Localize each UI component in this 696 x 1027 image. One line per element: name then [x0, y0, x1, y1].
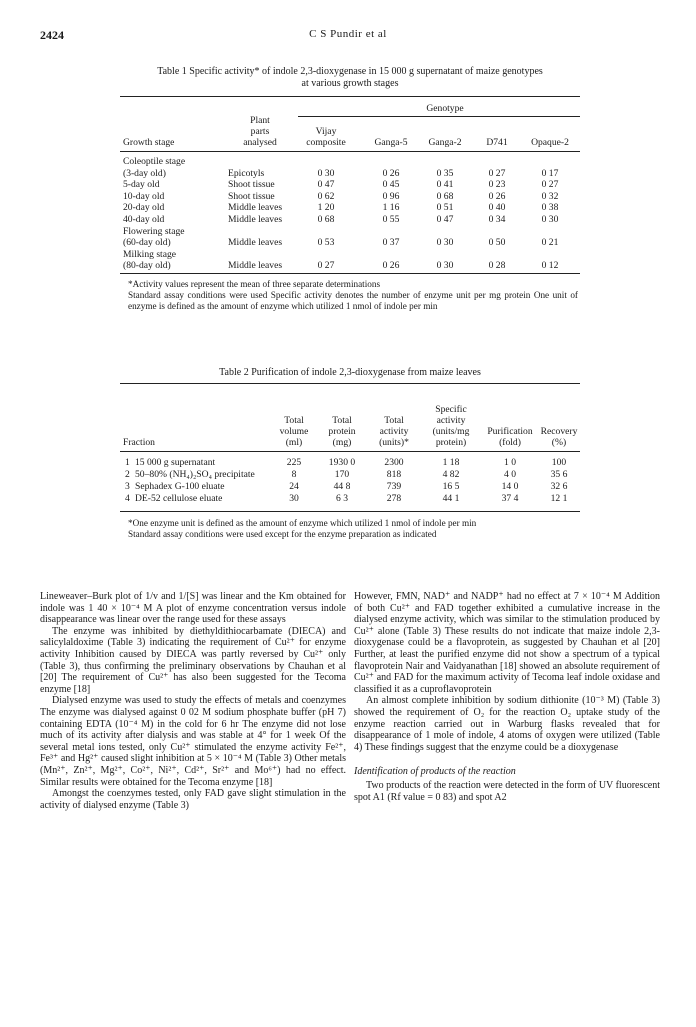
table-2-bottom-rule — [120, 511, 580, 512]
paragraph-coenzymes: Amongst the coenzymes tested, only FAD gave slight stimulation in the activity of dialysed enzyme (Table 3) — [40, 788, 346, 811]
paragraph-inhibition: The enzyme was inhibited by diethyldithiocarbamate (DIECA) and salicylaldoxime (Table 3) indicating the requirement of Cu²⁺ for enzyme activity Inhibition caused by DIECA was partly reversed by Cu²⁺ only (Table 3), thus confirming the preliminary observations by Chauhan et al [20] The requirement of Cu²⁺ has also been suggested for the Tecoma enzyme [18] — [40, 625, 346, 695]
table-2-header-rule — [120, 451, 580, 452]
table-1-value-cell: 0 23 — [488, 179, 506, 191]
table-1-value-cell: 0 68 — [436, 190, 454, 202]
table-2-fraction-cell: Sephadex G-100 eluate — [135, 481, 225, 492]
table-1-bottom-rule — [120, 273, 580, 274]
table-2-value-cell: 14 0 — [501, 481, 519, 492]
table-2-header-activity-1: Total — [384, 415, 404, 426]
table-1-value-cell: 0 45 — [382, 179, 400, 191]
table-1-stage-cell: 40-day old — [123, 214, 165, 225]
table-1-value-cell: 0 26 — [382, 260, 400, 272]
table-1-value-cell: 0 38 — [541, 202, 559, 214]
table-2-value-cell: 1930 0 — [328, 457, 356, 468]
table-1-value-cell: 0 26 — [382, 167, 400, 179]
table-1-value-cell: 0 28 — [488, 260, 506, 272]
table-2-header-volume-2: volume — [279, 426, 309, 437]
table-1-value-cell: 0 53 — [317, 237, 335, 249]
table-2-header-activity-2: activity — [379, 426, 409, 437]
table-1-value-cell: 0 30 — [436, 260, 454, 272]
table-1-header-composite: composite — [306, 137, 346, 148]
table-2-value-cell: 100 — [551, 457, 567, 468]
table-2-header-activity-3: (units)* — [379, 437, 409, 448]
table-1-value-cell: 0 27 — [541, 179, 559, 191]
table-1-header-plant: Plant — [250, 115, 270, 126]
table-2-value-cell: 8 — [291, 469, 297, 480]
table-2-caption: Table 2 Purification of indole 2,3-dioxygenase from maize leaves — [219, 367, 481, 378]
table-1-plant-part-cell: Shoot tissue — [228, 179, 275, 191]
table-1-caption-line-1: Table 1 Specific activity* of indole 2,3-dioxygenase in 15 000 g supernatant of maize genotypes — [157, 66, 543, 77]
table-1-value-cell: 0 30 — [541, 214, 559, 225]
table-2-value-cell: 170 — [334, 469, 350, 480]
table-1-header-ganga-5: Ganga-5 — [374, 137, 408, 148]
table-1-value-cell: 0 34 — [488, 214, 506, 225]
table-1-plant-part-cell: Middle leaves — [228, 214, 283, 225]
table-1-stage-cell: 20-day old — [123, 202, 165, 214]
table-2-header-purification-2: (fold) — [499, 437, 521, 448]
table-2-value-cell: 44 1 — [442, 493, 460, 504]
table-1-value-cell: 0 47 — [317, 179, 335, 191]
table-2-fraction-cell: 50–80% (NH₄)₂SO₄ precipitate — [135, 469, 255, 480]
table-2-value-cell: 12 1 — [550, 493, 568, 504]
table-1-plant-part-cell: Shoot tissue — [228, 190, 275, 202]
table-1-header-ganga-2: Ganga-2 — [428, 137, 462, 148]
table-2-value-cell: 30 — [289, 493, 299, 504]
table-2-value-cell: 24 — [289, 481, 299, 492]
table-2-value-cell: 1 0 — [504, 457, 516, 468]
table-1-value-cell: 0 47 — [436, 214, 454, 225]
table-1-header-rule — [120, 151, 580, 152]
table-2-fraction-cell: 15 000 g supernatant — [135, 457, 216, 468]
body-left-column — [40, 591, 346, 811]
running-head-authors: C S Pundir et al — [309, 28, 387, 40]
table-2-value-cell: 739 — [386, 481, 402, 492]
table-1-stage-cell: Milking stage — [123, 248, 177, 260]
table-1-footnote-activity: *Activity values represent the mean of three separate determinations — [128, 279, 381, 289]
table-1-value-cell: 0 17 — [541, 167, 559, 179]
table-2-value-cell: 4 0 — [504, 469, 516, 480]
table-2-header-recovery-1: Recovery — [540, 426, 578, 437]
table-2-row-number: 3 — [125, 481, 130, 492]
table-1-value-cell: 0 51 — [436, 202, 454, 214]
table-1-value-cell: 0 96 — [382, 190, 400, 202]
table-1-stage-cell: Coleoptile stage — [123, 156, 186, 167]
table-1-stage-cell: (60-day old) — [123, 237, 171, 249]
table-2-row-number: 2 — [125, 469, 130, 480]
table-2-value-cell: 37 4 — [501, 493, 519, 504]
table-2-header-volume-3: (ml) — [285, 437, 303, 448]
table-1-value-cell: 0 26 — [488, 190, 506, 202]
table-1-value-cell: 0 55 — [382, 214, 400, 225]
table-2-value-cell: 44 8 — [333, 481, 351, 492]
table-2-header-specific-4: protein) — [435, 437, 467, 448]
table-2-header-fraction: Fraction — [123, 437, 155, 448]
table-1-value-cell: 1 20 — [317, 202, 335, 214]
table-1-value-cell: 0 50 — [488, 237, 506, 249]
table-2-fraction-cell: DE-52 cellulose eluate — [135, 493, 223, 504]
paragraph-lineweaver-burk: Lineweaver–Burk plot of 1/v and 1/[S] was linear and the Km obtained for indole was 1 40 × 10⁻⁴ M A plot of enzyme concentration versus indole disappearance was linear over the range used for these assays — [40, 591, 346, 626]
table-2-header-protein-1: Total — [332, 415, 352, 426]
table-1-stage-cell: 10-day old — [123, 190, 165, 202]
table-2-header-specific-1: Specific — [435, 404, 467, 415]
table-1-value-cell: 0 35 — [436, 167, 454, 179]
table-2-value-cell: 32 6 — [550, 481, 568, 492]
table-1-value-cell: 0 30 — [436, 237, 454, 249]
table-1-header-opaque-2: Opaque-2 — [531, 137, 569, 148]
body-right-column — [354, 591, 660, 803]
table-1-value-cell: 0 62 — [317, 190, 335, 202]
table-1-plant-part-cell: Epicotyls — [228, 167, 265, 179]
table-2-header-protein-3: (mg) — [332, 437, 352, 448]
table-2-header-purification-1: Purification — [487, 426, 533, 437]
table-1-genotype-header: Genotype — [426, 103, 464, 114]
table-2-header-recovery-2: (%) — [551, 437, 567, 448]
table-1-value-cell: 0 41 — [436, 179, 454, 191]
table-2-row-number: 1 — [125, 457, 130, 468]
table-2-row-number: 4 — [125, 493, 130, 504]
table-1-stage-cell: (3-day old) — [123, 167, 166, 179]
paragraph-dialysed-enzyme: Dialysed enzyme was used to study the effects of metals and coenzymes The enzyme was dialysed against 0 02 M sodium phosphate buffer (pH 7) containing EDTA (10⁻⁴ M) in the cold for 6 hr The enzyme did not lose much of its activity after dialysis and was stable at 4° for 1 week Of the several metal ions tested, only Cu²⁺ stimulated the enzyme activity Fe²⁺, Fe³⁺ and Hg²⁺ caused slight inhibition at 5 × 10⁻⁴ M (Table 3) Other metals (Mn²⁺, Zn²⁺, Mg²⁺, Co²⁺, Ni²⁺, Cd²⁺, Sr²⁺ and Mo⁶⁺) had no effect. Similar results were obtained for the Tecoma enzyme [18] — [40, 695, 346, 788]
table-1-value-cell: 0 37 — [382, 237, 400, 249]
table-2-header-specific-3: (units/mg — [432, 426, 470, 437]
table-1-value-cell: 0 32 — [541, 190, 559, 202]
table-1-value-cell: 0 68 — [317, 214, 335, 225]
table-1-header-parts: parts — [250, 126, 270, 137]
table-1-value-cell: 0 30 — [317, 167, 335, 179]
table-2-value-cell: 2300 — [384, 457, 404, 468]
table-1-stage-cell: 5-day old — [123, 179, 160, 191]
table-2-value-cell: 6 3 — [336, 493, 348, 504]
paragraph-products: Two products of the reaction were detected in the form of UV fluorescent spot A1 (Rf value = 0 83) and spot A2 — [354, 779, 661, 803]
table-1-header-d741: D741 — [486, 137, 508, 148]
section-heading-products: Identification of products of the reaction — [354, 766, 516, 778]
table-1-value-cell: 0 21 — [541, 237, 559, 249]
table-1-top-rule — [120, 96, 580, 97]
table-2-footnote-unit: *One enzyme unit is defined as the amount of enzyme which utilized 1 nmol of indole per min — [128, 518, 477, 528]
table-2-header-protein-2: protein — [328, 426, 356, 437]
table-2-header-specific-2: activity — [436, 415, 466, 426]
table-2-value-cell: 16 5 — [442, 481, 460, 492]
table-1-stage-cell: Flowering stage — [123, 225, 185, 237]
table-2-header-volume-1: Total — [284, 415, 304, 426]
table-2-value-cell: 1 18 — [442, 457, 460, 468]
table-1-stage-cell: (80-day old) — [123, 260, 171, 272]
table-1-value-cell: 0 27 — [488, 167, 506, 179]
table-2-footnote-conditions: Standard assay conditions were used except for the enzyme preparation as indicated — [128, 529, 437, 539]
table-1-plant-part-cell: Middle leaves — [228, 202, 283, 214]
table-1-value-cell: 0 27 — [317, 260, 335, 272]
table-2-value-cell: 4 82 — [442, 469, 460, 480]
table-2-value-cell: 225 — [286, 457, 302, 468]
paragraph-flavoprotein: However, FMN, NAD⁺ and NADP⁺ had no effect at 7 × 10⁻⁴ M Addition of both Cu²⁺ and FAD together exhibited a cumulative increase in the dialysed enzyme activity, which was similar to the stimulation produced by Cu²⁺ alone (Table 3) These results do not indicate that maize indole 2,3-dioxygenase could be a flavoprotein, as suggested by Chauhan et al [20] Further, at least the purified enzyme did not show a spectrum of a typical flavoprotein Nair and Vaidyanathan [18] showed an absolute requirement of Cu²⁺ and FAD for the maximum activity of Tecoma leaf indole oxidase and classified it as a cuproflavoprotein — [354, 591, 660, 695]
table-1-header-growth-stage: Growth stage — [123, 137, 175, 148]
table-2-value-cell: 35 6 — [550, 469, 568, 480]
table-1-header-vijay: Vijay — [315, 126, 337, 137]
table-1-value-cell: 0 40 — [488, 202, 506, 214]
table-1-caption-line-2: at various growth stages — [301, 78, 399, 89]
table-1-value-cell: 1 16 — [382, 202, 400, 214]
table-1-plant-part-cell: Middle leaves — [228, 237, 283, 249]
table-2-value-cell: 818 — [386, 469, 402, 480]
table-2-value-cell: 278 — [386, 493, 402, 504]
table-1-value-cell: 0 12 — [541, 260, 559, 272]
paragraph-dithionite: An almost complete inhibition by sodium dithionite (10⁻³ M) (Table 3) showed the requirement of O₂ for the reaction O₂ uptake study of the enzyme reaction carried out in Warburg flasks revealed that for disappearance of 1 mole of indole, 4 atoms of oxygen were utilized (Table 4) These findings suggest that the enzyme could be a dioxygenase — [354, 695, 660, 753]
table-1-genotype-rule — [298, 116, 580, 117]
table-2-top-rule — [120, 383, 580, 384]
page-number: 2424 — [40, 28, 64, 42]
table-1-plant-part-cell: Middle leaves — [228, 260, 283, 272]
table-1-footnote-conditions: Standard assay conditions were used Specific activity denotes the number of enzyme unit per mg protein One unit of enzyme is defined as the amount of enzyme which utilized 1 nmol of indole per min — [128, 290, 578, 311]
table-1-header-analysed: analysed — [243, 137, 277, 148]
